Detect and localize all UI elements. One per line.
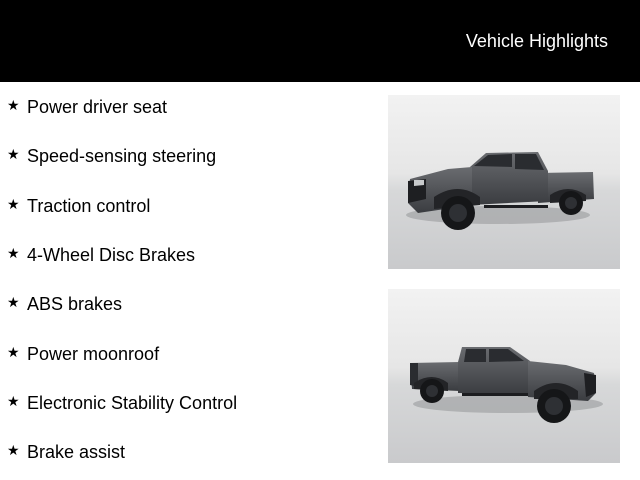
truck-front-image (388, 95, 620, 269)
feature-item (7, 391, 237, 415)
star-icon: ★ (7, 442, 20, 458)
star-icon: ★ (7, 146, 20, 162)
vehicle-photo-rear[interactable] (388, 289, 620, 463)
feature-item (7, 243, 195, 267)
feature-label: Speed-sensing steering (27, 146, 217, 166)
feature-item (7, 144, 216, 168)
star-icon: ★ (7, 97, 20, 113)
vehicle-photo-front[interactable] (388, 95, 620, 269)
star-icon: ★ (7, 245, 20, 261)
feature-label: Power driver seat (27, 97, 168, 117)
star-icon: ★ (7, 196, 20, 212)
star-icon: ★ (7, 344, 20, 360)
star-icon: ★ (7, 393, 20, 409)
feature-label: Brake assist (27, 442, 126, 462)
feature-label: ABS brakes (27, 294, 123, 314)
feature-label: Power moonroof (27, 344, 160, 364)
star-icon: ★ (7, 294, 20, 310)
feature-item (7, 194, 150, 218)
feature-label: 4-Wheel Disc Brakes (27, 245, 196, 265)
feature-item (7, 292, 122, 316)
page-title: Vehicle Highlights (465, 31, 608, 51)
feature-item (7, 95, 167, 119)
header-bar (0, 0, 640, 82)
feature-label: Electronic Stability Control (27, 393, 238, 413)
feature-item (7, 342, 159, 366)
feature-label: Traction control (27, 196, 151, 216)
truck-rear-image (388, 289, 620, 463)
feature-item (7, 440, 125, 464)
